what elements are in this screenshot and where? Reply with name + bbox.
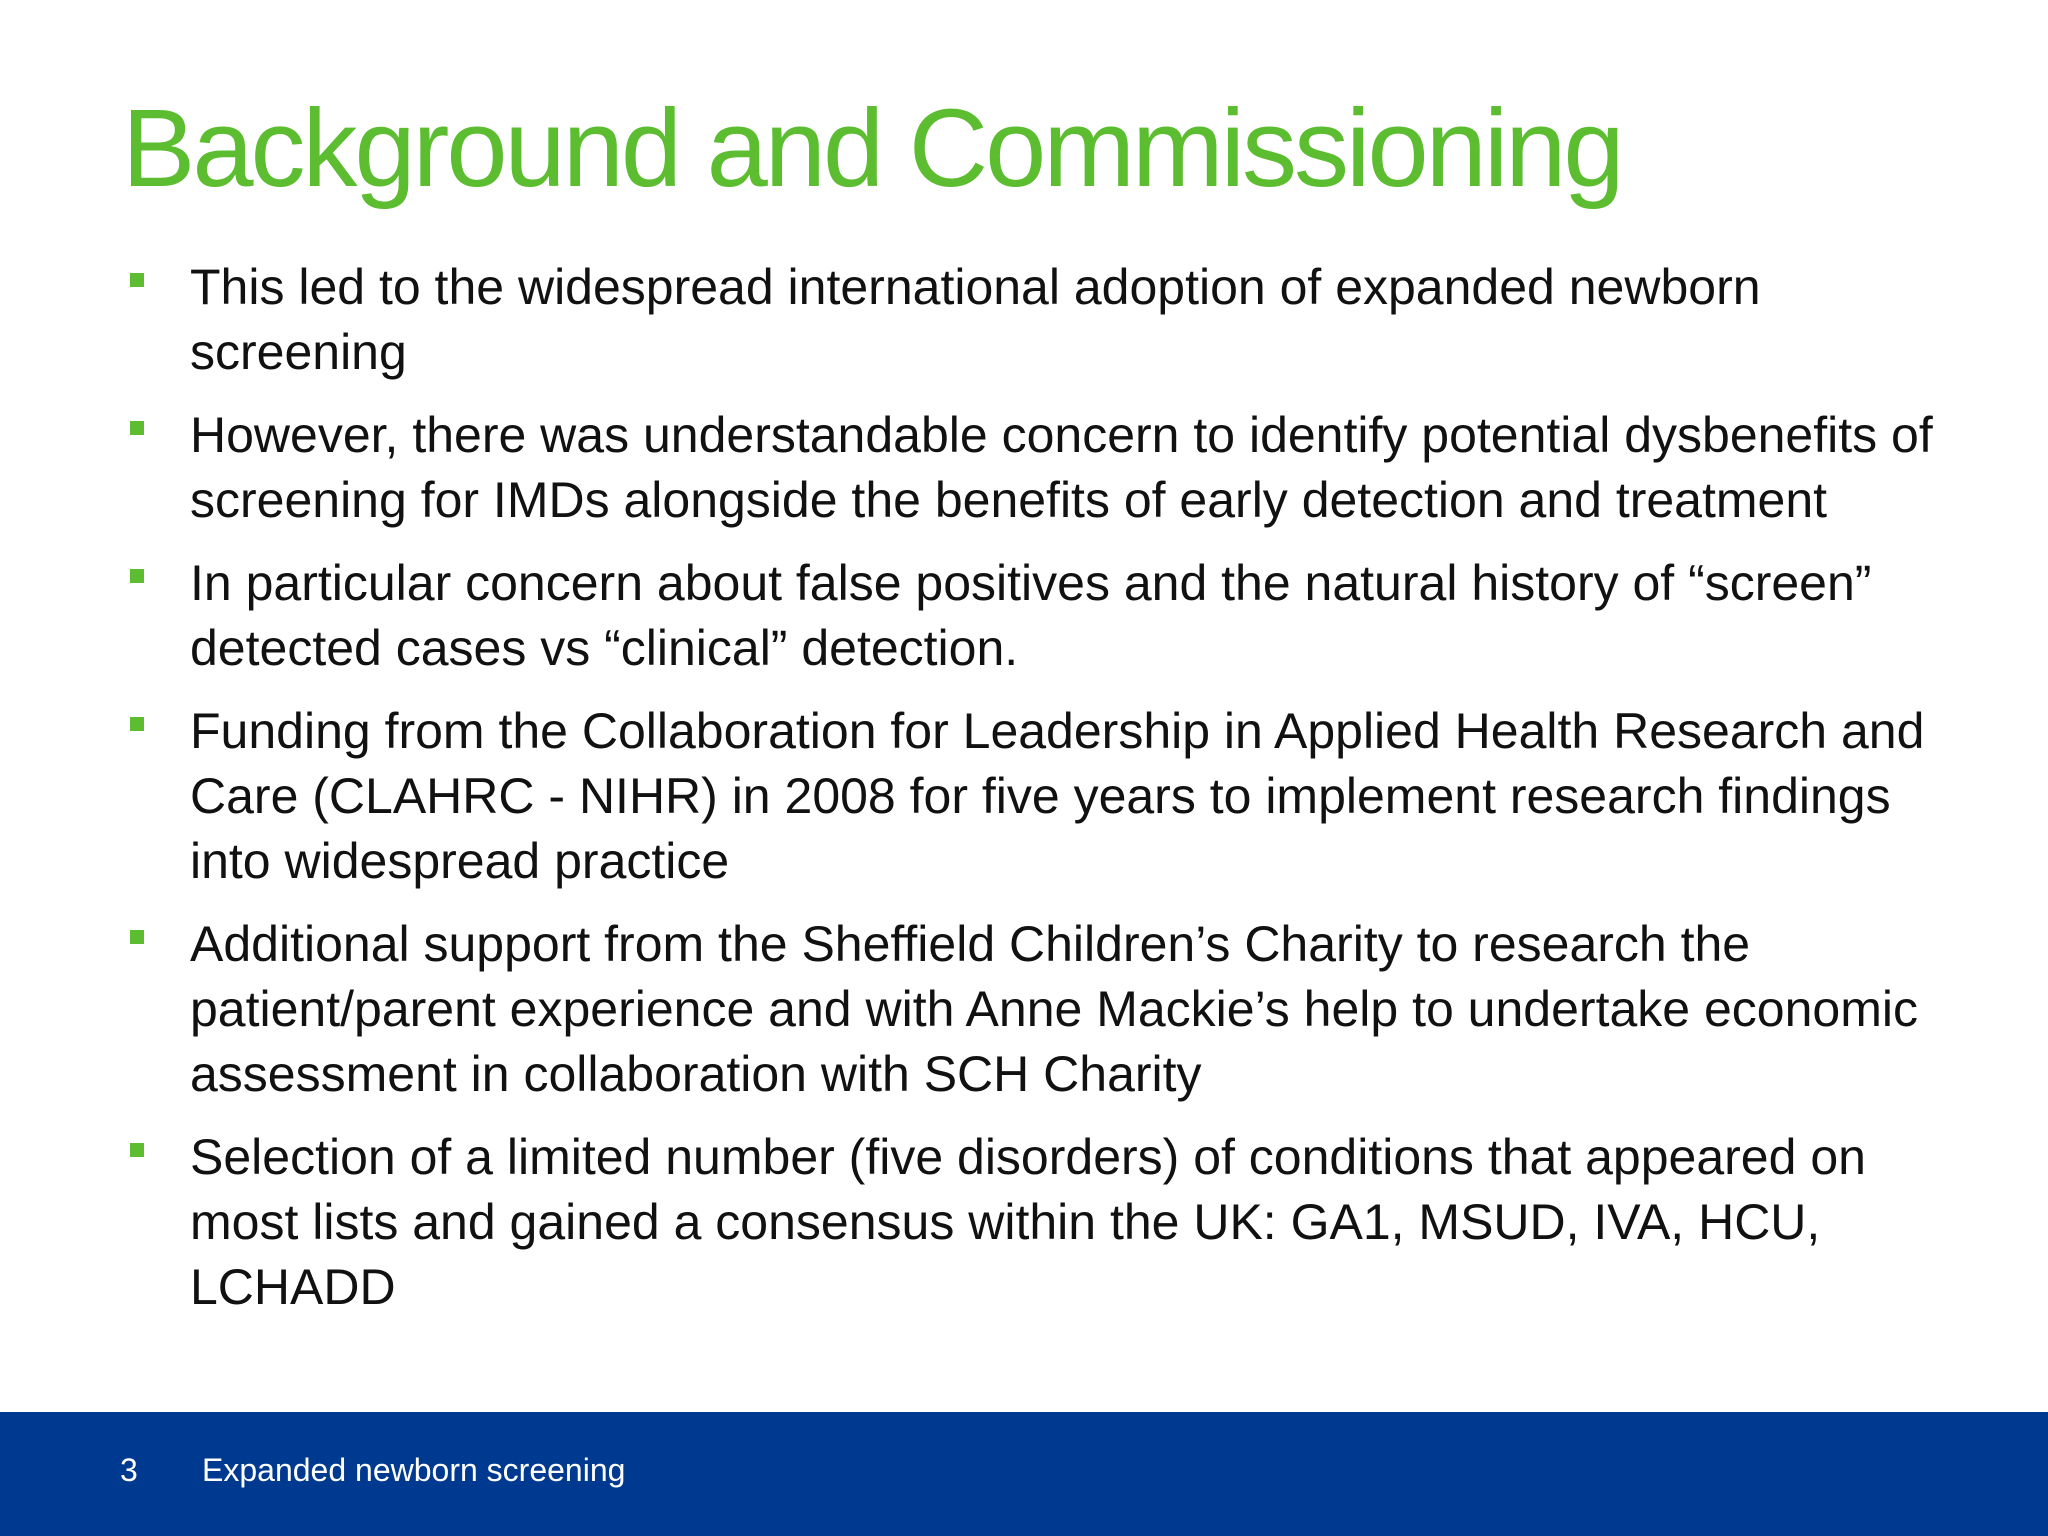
bullet-item <box>122 403 1982 533</box>
bullet-item <box>122 255 1982 385</box>
bullet-text: Selection of a limited number (five disorders) of conditions that appeared on most lists and gained a consensus within the UK: GA1, MSUD, IVA, HCU, LCHADD <box>190 1129 1866 1315</box>
bullet-item <box>122 699 1982 894</box>
bullet-item <box>122 912 1982 1107</box>
bullet-text: Additional support from the Sheffield Children’s Charity to research the patient/parent experience and with Anne Mackie’s help to undertake economic assessment in collaboration with SCH Charity <box>190 916 1918 1102</box>
square-bullet-icon <box>130 273 144 287</box>
square-bullet-icon <box>130 717 144 731</box>
square-bullet-icon <box>130 1143 144 1157</box>
bullet-text: This led to the widespread international adoption of expanded newborn screening <box>190 259 1761 380</box>
square-bullet-icon <box>130 421 144 435</box>
slide-number: 3 <box>120 1452 138 1488</box>
bullet-text: In particular concern about false positives and the natural history of “screen” detected cases vs “clinical” detection. <box>190 555 1872 676</box>
bullet-text: Funding from the Collaboration for Leadership in Applied Health Research and Care (CLAHRC - NIHR) in 2008 for five years to implement research findings into widespread practice <box>190 703 1925 889</box>
bullet-list <box>122 255 1982 1338</box>
bullet-item <box>122 551 1982 681</box>
bullet-text: However, there was understandable concern to identify potential dysbenefits of screening for IMDs alongside the benefits of early detection and treatment <box>190 407 1933 528</box>
slide-title: Background and Commissioning <box>122 87 1622 210</box>
footer-bar <box>0 1412 2048 1536</box>
square-bullet-icon <box>130 930 144 944</box>
footer-title: Expanded newborn screening <box>202 1452 626 1488</box>
bullet-item <box>122 1125 1982 1320</box>
square-bullet-icon <box>130 569 144 583</box>
